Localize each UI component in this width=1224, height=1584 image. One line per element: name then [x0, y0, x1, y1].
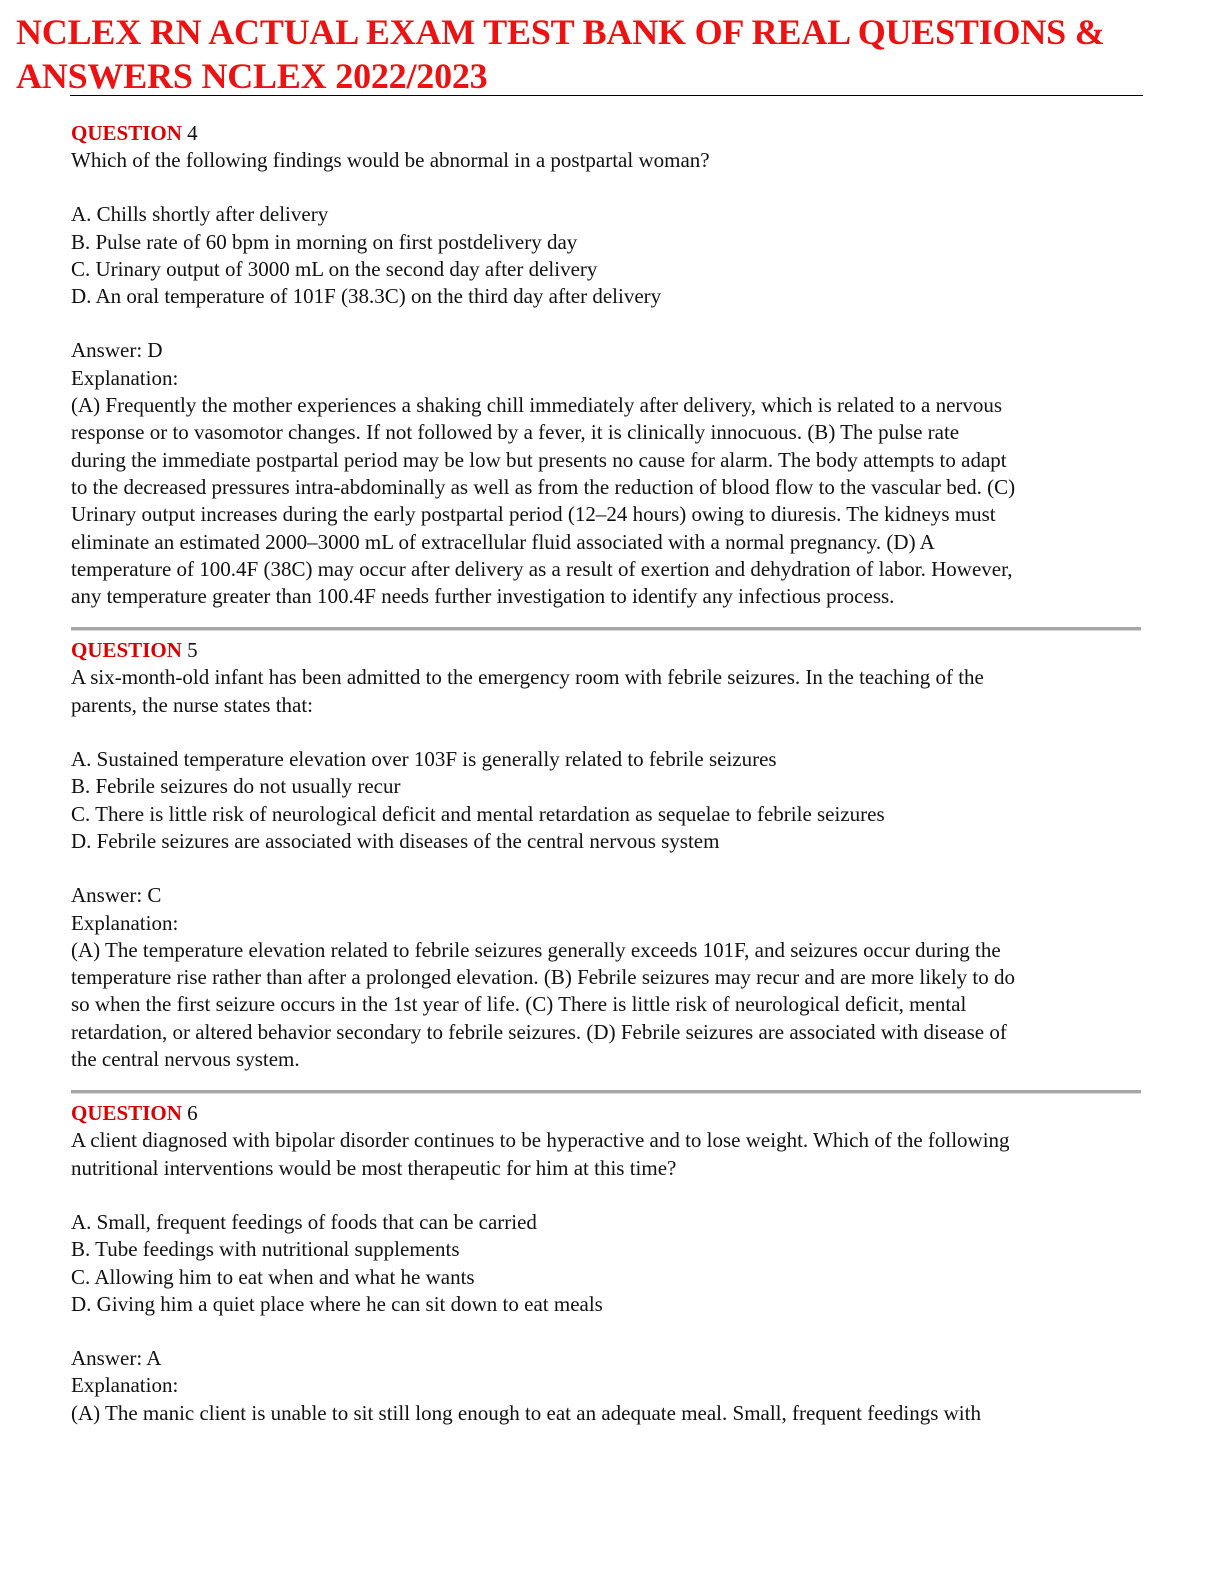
option-a: A. Chills shortly after delivery: [71, 202, 329, 227]
question-number: 6: [187, 1101, 198, 1126]
answer-options: [71, 746, 1143, 855]
question-heading: [71, 1100, 1143, 1127]
question-label: QUESTION: [71, 638, 182, 663]
title-underline: [70, 95, 1143, 96]
question-label: QUESTION: [71, 121, 182, 145]
option-c: C. Urinary output of 3000 mL on the second day after delivery: [71, 256, 598, 281]
option-a: A. Sustained temperature elevation over 103F is generally related to febrile seizures: [71, 747, 777, 772]
question-separator: [71, 1090, 1141, 1094]
option-d: D. Febrile seizures are associated with diseases of the central nervous system: [71, 828, 720, 853]
question-6: [71, 1100, 1143, 1427]
question-stem: Which of the following findings would be abnormal in a postpartal woman?: [71, 148, 710, 172]
question-heading: [71, 120, 1143, 147]
explanation-label: Explanation:: [71, 365, 179, 390]
question-stem: nutritional interventions would be most therapeutic for him at this time?: [71, 1155, 677, 1180]
explanation-line: response or to vasomotor changes. If not followed by a fever, it is clinically innocuous. (B) The pulse rate: [71, 420, 960, 445]
question-number: 5: [187, 638, 198, 663]
document-body: [71, 120, 1143, 1427]
explanation-line: eliminate an estimated 2000–3000 mL of extracellular fluid associated with a normal pregnancy. (D) A: [71, 529, 935, 554]
explanation-line: Urinary output increases during the early postpartal period (12–24 hours) owing to diuresis. The kidneys must: [71, 502, 996, 527]
explanation-line: during the immediate postpartal period may be low but presents no cause for alarm. The body attempts to adapt: [71, 447, 1007, 472]
explanation-label: Explanation:: [71, 1373, 179, 1398]
question-separator: [71, 627, 1141, 631]
question-stem: A six-month-old infant has been admitted to the emergency room with febrile seizures. In the teaching of the: [71, 665, 984, 690]
option-c: C. There is little risk of neurological deficit and mental retardation as sequelae to febrile seizures: [71, 801, 885, 826]
option-c: C. Allowing him to eat when and what he wants: [71, 1264, 475, 1289]
option-b: B. Febrile seizures do not usually recur: [71, 774, 401, 799]
explanation-line: so when the first seizure occurs in the 1st year of life. (C) There is little risk of neurological deficit, mental: [71, 992, 967, 1017]
answer-options: [71, 201, 1143, 310]
explanation-text: [71, 392, 1143, 610]
explanation-line: (A) Frequently the mother experiences a shaking chill immediately after delivery, which is related to a nervous: [71, 393, 1003, 418]
question-label: QUESTION: [71, 1101, 182, 1126]
explanation-text: [71, 1400, 1143, 1427]
question-number: 4: [187, 121, 198, 145]
question-5: [71, 637, 1143, 1073]
explanation-line: to the decreased pressures intra-abdominally as well as from the reduction of blood flow to the vascular bed. (C): [71, 474, 1016, 499]
question-stem: parents, the nurse states that:: [71, 692, 314, 717]
answer: Answer: C: [71, 883, 162, 908]
option-d: D. Giving him a quiet place where he can sit down to eat meals: [71, 1291, 603, 1316]
explanation-line: the central nervous system.: [71, 1047, 300, 1072]
question-heading: [71, 637, 1143, 664]
explanation-line: (A) The manic client is unable to sit still long enough to eat an adequate meal. Small, frequent feedings with: [71, 1400, 981, 1425]
option-b: B. Tube feedings with nutritional supplements: [71, 1237, 460, 1262]
option-d: D. An oral temperature of 101F (38.3C) on the third day after delivery: [71, 284, 662, 309]
explanation-line: (A) The temperature elevation related to febrile seizures generally exceeds 101F, and seizures occur during the: [71, 937, 1001, 962]
explanation-line: temperature of 100.4F (38C) may occur after delivery as a result of exertion and dehydration of labor. However,: [71, 556, 1013, 581]
answer: Answer: D: [71, 338, 163, 363]
option-b: B. Pulse rate of 60 bpm in morning on first postdelivery day: [71, 229, 578, 254]
explanation-line: retardation, or altered behavior secondary to febrile seizures. (D) Febrile seizures are associated with disease of: [71, 1019, 1007, 1044]
document-title: NCLEX RN ACTUAL EXAM TEST BANK OF REAL QUESTIONS & ANSWERS NCLEX 2022/2023: [16, 12, 1105, 96]
explanation-line: any temperature greater than 100.4F needs further investigation to identify any infectious process.: [71, 584, 895, 609]
explanation-line: temperature rise rather than after a prolonged elevation. (B) Febrile seizures may recur and are more likely to do: [71, 965, 1016, 990]
answer: Answer: A: [71, 1346, 162, 1371]
explanation-text: [71, 937, 1143, 1073]
question-4: [71, 120, 1143, 610]
option-a: A. Small, frequent feedings of foods that can be carried: [71, 1209, 537, 1234]
answer-options: [71, 1209, 1143, 1318]
question-stem: A client diagnosed with bipolar disorder continues to be hyperactive and to lose weight. Which of the following: [71, 1128, 1010, 1153]
explanation-label: Explanation:: [71, 910, 179, 935]
